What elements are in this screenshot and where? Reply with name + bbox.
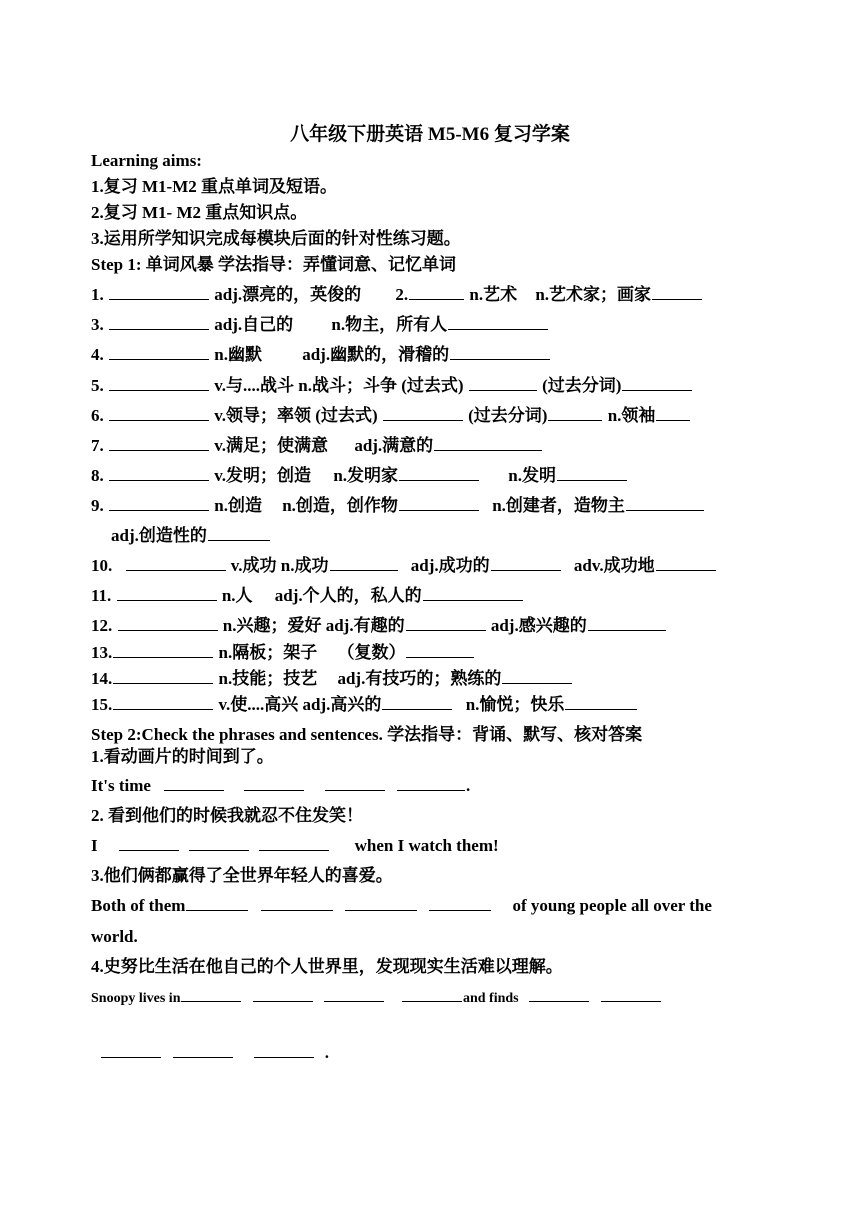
answer-blank[interactable] — [261, 909, 333, 911]
answer-blank[interactable] — [109, 298, 209, 300]
vocab-row — [91, 640, 475, 666]
sentence-text: and finds — [462, 991, 519, 1006]
answer-blank[interactable] — [529, 1000, 589, 1002]
answer-blank[interactable] — [109, 479, 209, 481]
answer-blank[interactable] — [557, 479, 627, 481]
sentence-text: . — [465, 776, 471, 795]
row-text: n.发明家 — [333, 466, 399, 485]
row-text: n.艺术 — [469, 285, 518, 304]
answer-blank[interactable] — [626, 509, 704, 511]
sentence-text: . — [324, 1043, 329, 1062]
answer-blank[interactable] — [109, 419, 209, 421]
sentence-en — [91, 773, 470, 799]
answer-blank[interactable] — [622, 389, 692, 391]
answer-blank[interactable] — [406, 656, 474, 658]
answer-blank[interactable] — [469, 389, 537, 391]
row-text: n.物主，所有人 — [331, 315, 448, 334]
row-text: v.成功 n.成功 — [230, 556, 329, 575]
aim-item: 3.运用所学知识完成每模块后面的针对性练习题。 — [91, 229, 461, 248]
row-number: 10. — [91, 556, 113, 575]
row-text: n.艺术家；画家 — [535, 285, 652, 304]
answer-blank[interactable] — [450, 358, 550, 360]
answer-blank[interactable] — [565, 708, 637, 710]
sentence-text: Snoopy lives in — [91, 991, 181, 1006]
sentence-text: of young people all over the — [512, 896, 712, 915]
answer-blank[interactable] — [173, 1056, 233, 1058]
row-text: v.与....战斗 n.战斗；斗争 (过去式) — [214, 376, 464, 395]
answer-blank[interactable] — [588, 629, 666, 631]
answer-blank[interactable] — [259, 849, 329, 851]
row-text: adj.创造性的 — [111, 526, 207, 545]
answer-blank[interactable] — [502, 682, 572, 684]
row-number: 4. — [91, 345, 104, 364]
vocab-row — [91, 282, 703, 308]
answer-blank[interactable] — [189, 849, 249, 851]
vocab-row — [91, 666, 573, 692]
vocab-row — [91, 433, 543, 459]
sentence-cn: 4.史努比生活在他自己的个人世界里，发现现实生活难以理解。 — [91, 957, 563, 976]
step1-heading: Step 1: 单词风暴 学法指导：弄懂词意、记忆单词 — [91, 255, 457, 274]
row-number: 12. — [91, 616, 113, 635]
vocab-row — [91, 342, 551, 368]
answer-blank[interactable] — [208, 539, 270, 541]
answer-blank[interactable] — [402, 1000, 462, 1002]
row-number: 14. — [91, 669, 113, 688]
row-text: (过去分词) — [468, 406, 548, 425]
row-number: 15. — [91, 695, 113, 714]
sentence-text: I — [91, 836, 98, 855]
row-text: (过去分词) — [542, 376, 622, 395]
answer-blank[interactable] — [399, 509, 479, 511]
answer-blank[interactable] — [345, 909, 417, 911]
row-number: 8. — [91, 466, 104, 485]
aim-item: 1.复习 M1-M2 重点单词及短语。 — [91, 177, 338, 196]
row-text: n.创建者，造物主 — [492, 496, 625, 515]
answer-blank[interactable] — [119, 849, 179, 851]
answer-blank[interactable] — [186, 909, 248, 911]
answer-blank[interactable] — [253, 1000, 313, 1002]
answer-blank[interactable] — [330, 569, 398, 571]
row-text: adj.满意的 — [354, 436, 434, 455]
step2-heading: Step 2:Check the phrases and sentences. 学法指导：背诵、默写、核对答案 — [91, 725, 643, 744]
answer-blank[interactable] — [399, 479, 479, 481]
row-text: adj.自己的 — [214, 315, 294, 334]
vocab-row — [91, 403, 691, 429]
sentence-en — [91, 833, 499, 859]
vocab-row — [91, 463, 628, 489]
row-text: v.领导；率领 (过去式) — [214, 406, 378, 425]
sentence-text: Both of them — [91, 896, 186, 915]
answer-blank[interactable] — [254, 1056, 314, 1058]
vocab-row — [91, 373, 693, 399]
row-number: 3. — [91, 315, 104, 334]
sentence-en — [91, 986, 662, 1012]
answer-blank[interactable] — [109, 328, 209, 330]
vocab-row — [91, 613, 667, 639]
answer-blank[interactable] — [109, 358, 209, 360]
row-text: adj.幽默的，滑稽的 — [302, 345, 450, 364]
row-number: 5. — [91, 376, 104, 395]
row-number: 9. — [91, 496, 104, 515]
vocab-row — [91, 493, 705, 519]
sentence-text: It's time — [91, 776, 151, 795]
row-text: n.隔板；架子 — [218, 643, 318, 662]
row-text: n.幽默 — [214, 345, 262, 364]
answer-blank[interactable] — [406, 629, 486, 631]
row-text: v.使....高兴 adj.高兴的 — [218, 695, 382, 714]
row-text: n.技能；技艺 — [218, 669, 318, 688]
answer-blank[interactable] — [101, 1056, 161, 1058]
answer-blank[interactable] — [126, 569, 226, 571]
row-text: n.创造，创作物 — [282, 496, 398, 515]
row-text: n.兴趣；爱好 adj.有趣的 — [222, 616, 405, 635]
row-text: v.满足；使满意 — [214, 436, 329, 455]
sentence-text: when I watch them! — [354, 836, 499, 855]
answer-blank[interactable] — [434, 449, 542, 451]
row-text: adj.有技巧的；熟练的 — [337, 669, 502, 688]
vocab-row-continued — [111, 523, 271, 549]
row-text: adj.成功的 — [410, 556, 490, 575]
page-title: 八年级下册英语 M5-M6 复习学案 — [290, 124, 570, 145]
answer-blank[interactable] — [181, 1000, 241, 1002]
answer-blank[interactable] — [109, 509, 209, 511]
answer-blank[interactable] — [109, 389, 209, 391]
answer-blank[interactable] — [423, 599, 523, 601]
sentence-cn: 3.他们俩都赢得了全世界年轻人的喜爱。 — [91, 866, 393, 885]
row-number: 7. — [91, 436, 104, 455]
answer-blank[interactable] — [656, 569, 716, 571]
answer-blank[interactable] — [244, 789, 304, 791]
answer-blank[interactable] — [491, 569, 561, 571]
answer-blank[interactable] — [382, 708, 452, 710]
row-number: 1. — [91, 285, 104, 304]
answer-blank[interactable] — [601, 1000, 661, 1002]
answer-blank[interactable] — [383, 419, 463, 421]
row-text: n.愉悦；快乐 — [465, 695, 565, 714]
answer-blank[interactable] — [324, 1000, 384, 1002]
vocab-row — [91, 553, 717, 579]
row-text: （复数） — [337, 643, 406, 662]
answer-blank[interactable] — [656, 419, 690, 421]
row-text: n.创造 — [214, 496, 262, 515]
answer-blank[interactable] — [113, 656, 213, 658]
row-text: n.发明 — [508, 466, 556, 485]
vocab-row — [91, 583, 524, 609]
vocab-row — [91, 312, 549, 338]
row-text: adj.个人的，私人的 — [274, 586, 422, 605]
row-text: adj.感兴趣的 — [490, 616, 587, 635]
answer-blank[interactable] — [652, 298, 702, 300]
row-text: adv.成功地 — [573, 556, 655, 575]
answer-blank[interactable] — [113, 708, 213, 710]
row-number: 6. — [91, 406, 104, 425]
sentence-cn: 1.看动画片的时间到了。 — [91, 747, 274, 766]
row-number: 13. — [91, 643, 113, 662]
sentence-en — [91, 893, 712, 919]
answer-blank[interactable] — [429, 909, 491, 911]
vocab-row — [91, 692, 638, 718]
answer-blank[interactable] — [325, 789, 385, 791]
answer-blank[interactable] — [397, 789, 465, 791]
answer-blank[interactable] — [448, 328, 548, 330]
row-number: 2. — [395, 285, 409, 304]
row-text: n.人 — [221, 586, 253, 605]
answer-blank[interactable] — [164, 789, 224, 791]
sentence-en-continued: world. — [91, 927, 138, 946]
answer-blank[interactable] — [109, 449, 209, 451]
answer-blank[interactable] — [117, 599, 217, 601]
row-text: adj.漂亮的，英俊的 — [214, 285, 362, 304]
sentence-en-continued — [100, 1040, 329, 1066]
answer-blank[interactable] — [118, 629, 218, 631]
aims-heading: Learning aims: — [91, 151, 202, 170]
aim-item: 2.复习 M1- M2 重点知识点。 — [91, 203, 308, 222]
row-number: 11. — [91, 586, 112, 605]
answer-blank[interactable] — [113, 682, 213, 684]
row-text: v.发明；创造 — [214, 466, 312, 485]
answer-blank[interactable] — [548, 419, 602, 421]
sentence-cn: 2. 看到他们的时候我就忍不住发笑！ — [91, 806, 363, 825]
row-text: n.领袖 — [607, 406, 656, 425]
answer-blank[interactable] — [409, 298, 464, 300]
